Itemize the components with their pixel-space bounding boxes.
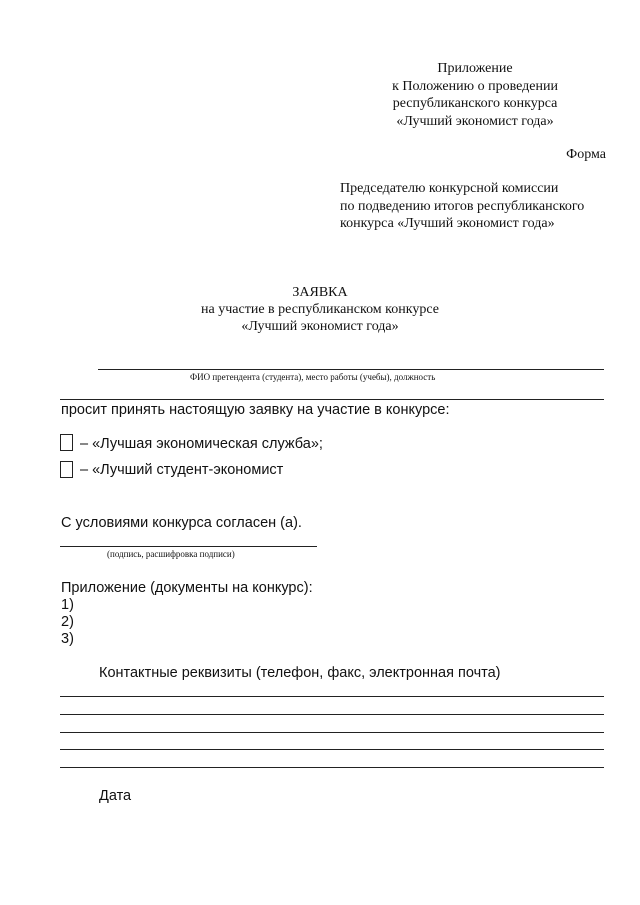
applicant-caption: ФИО претендента (студента), место работы (учебы), должность: [190, 372, 436, 382]
appendix-line-1: Приложение: [437, 61, 513, 76]
addressee-line-3: конкурса «Лучший экономист года»: [340, 216, 555, 231]
title-line-2: на участие в республиканском конкурсе: [201, 302, 439, 317]
contacts-line-5[interactable]: [60, 767, 604, 768]
request-text: просит принять настоящую заявку на участие в конкурсе:: [61, 402, 450, 418]
addressee-line-2: по подведению итогов республиканского: [340, 198, 585, 214]
attachment-item-2: 2): [61, 614, 74, 630]
option-label-economic-service: – «Лучшая экономическая служба»;: [80, 436, 323, 452]
title-line-3: «Лучший экономист года»: [241, 319, 399, 334]
document-title: [0, 284, 640, 335]
applicant-name-line[interactable]: [98, 369, 604, 370]
contacts-line-2[interactable]: [60, 714, 604, 715]
appendix-line-3: республиканского конкурса: [392, 96, 558, 111]
form-label: Форма: [566, 147, 606, 162]
contacts-label: Контактные реквизиты (телефон, факс, электронная почта): [99, 665, 501, 681]
contacts-line-1[interactable]: [60, 696, 604, 697]
signature-caption: (подпись, расшифровка подписи): [107, 549, 235, 559]
title-heading: ЗАЯВКА: [292, 285, 348, 300]
option-checkbox-student-economist[interactable]: [60, 461, 73, 478]
agreement-text: С условиями конкурса согласен (а).: [61, 515, 302, 531]
appendix-header: [345, 60, 605, 130]
option-label-student-economist: – «Лучший студент-экономист: [80, 462, 284, 478]
attachments-heading: Приложение (документы на конкурс):: [61, 580, 313, 596]
appendix-line-4: «Лучший экономист года»: [396, 113, 554, 129]
attachment-item-3: 3): [61, 631, 74, 647]
contacts-line-4[interactable]: [60, 749, 604, 750]
addressee-block: [340, 180, 584, 233]
attachment-item-1: 1): [61, 597, 74, 613]
addressee-line-1: Председателю конкурсной комиссии: [340, 181, 559, 196]
appendix-line-2: к Положению о проведении: [392, 78, 558, 94]
applicant-details-line[interactable]: [60, 399, 604, 400]
signature-line[interactable]: [60, 546, 317, 547]
date-label: Дата: [99, 788, 132, 804]
option-checkbox-economic-service[interactable]: [60, 434, 73, 451]
contacts-line-3[interactable]: [60, 732, 604, 733]
